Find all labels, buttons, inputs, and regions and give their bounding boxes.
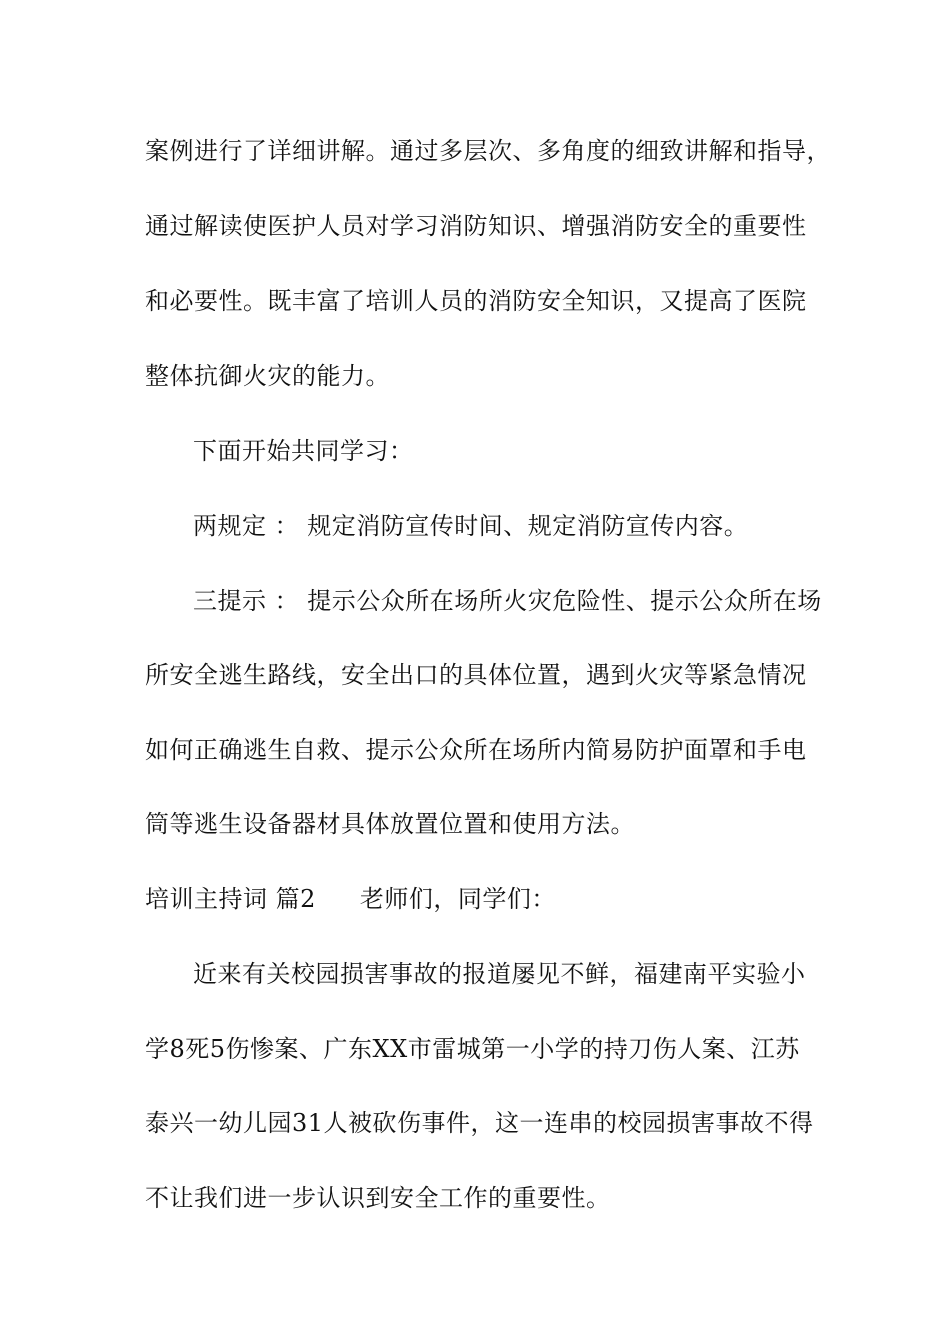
paragraph-line: 三提示 ： 提示公众所在场所火灾危险性、提示公众所在场 [193, 587, 822, 615]
paragraph-line: 学8死5伤惨案、广东XX市雷城第一小学的持刀伤人案、江苏 [145, 1035, 800, 1063]
greeting: 老师们，同学们： [359, 885, 556, 913]
paragraph-line: 整体抗御火灾的能力。 [145, 362, 390, 390]
paragraph-line: 不让我们进一步认识到安全工作的重要性。 [145, 1184, 611, 1212]
paragraph-line: 下面开始共同学习： [193, 437, 414, 465]
paragraph-line: 近来有关校园损害事故的报道屡见不鲜，福建南平实验小 [193, 960, 806, 988]
paragraph-line: 通过解读使医护人员对学习消防知识、增强消防安全的重要性 [145, 212, 807, 240]
paragraph-line: 所安全逃生路线，安全出口的具体位置，遇到火灾等紧急情况 [145, 661, 807, 689]
paragraph-line: 案例进行了详细讲解。通过多层次、多角度的细致讲解和指导， [145, 137, 831, 165]
paragraph-line: 筒等逃生设备器材具体放置位置和使用方法。 [145, 810, 635, 838]
paragraph-line: 和必要性。既丰富了培训人员的消防安全知识，又提高了医院 [145, 287, 807, 315]
paragraph-line: 两规定 ： 规定消防宣传时间、规定消防宣传内容。 [193, 512, 749, 540]
section-heading: 培训主持词 篇2 [145, 885, 316, 913]
paragraph-line: 如何正确逃生自救、提示公众所在场所内简易防护面罩和手电 [145, 736, 807, 764]
section-heading-line [145, 884, 845, 914]
paragraph-line: 泰兴一幼儿园31人被砍伤事件，这一连串的校园损害事故不得 [145, 1109, 814, 1137]
